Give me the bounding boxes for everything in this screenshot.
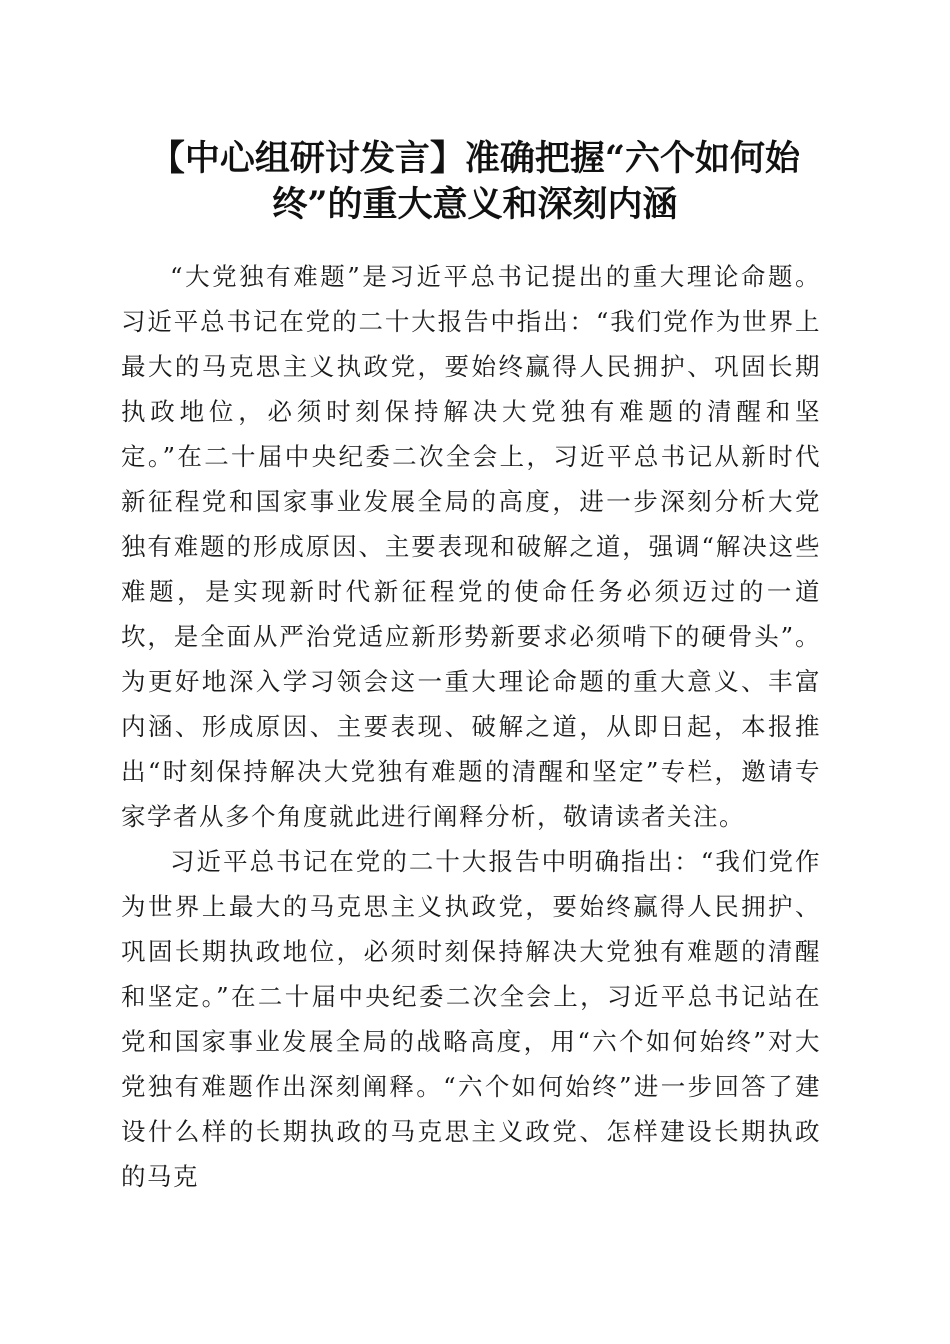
paragraph-1: “大党独有难题”是习近平总书记提出的重大理论命题。习近平总书记在党的二十大报告中指出：“我们党作为世界上最大的马克思主义执政党，要始终赢得人民拥护、巩固长期执政地位，必须时刻保持解决大党独有难题的清醒和坚定。”在二十届中央纪委二次全会上，习近平总书记从新时代新征程党和国家事业发展全局的高度，进一步深刻分析大党独有难题的形成原因、主要表现和破解之道，强调“解决这些难题，是实现新时代新征程党的使命任务必须迈过的一道坎，是全面从严治党适应新形势新要求必须啃下的硬骨头”。为更好地深入学习领会这一重大理论命题的重大意义、丰富内涵、形成原因、主要表现、破解之道，从即日起，本报推出“时刻保持解决大党独有难题的清醒和坚定”专栏，邀请专家学者从多个角度就此进行阐释分析，敬请读者关注。 (121, 262, 821, 831)
document-body (121, 254, 821, 1199)
title-line-2: 终”的重大意义和深刻内涵 (272, 184, 678, 225)
paragraph-2: 习近平总书记在党的二十大报告中明确指出：“我们党作为世界上最大的马克思主义执政党，要始终赢得人民拥护、巩固长期执政地位，必须时刻保持解决大党独有难题的清醒和坚定。”在二十届中央纪委二次全会上，习近平总书记站在党和国家事业发展全局的战略高度，用“六个如何始终”对大党独有难题作出深刻阐释。“六个如何始终”进一步回答了建设什么样的长期执政的马克思主义政党、怎样建设长期执政的马克 (121, 847, 821, 1191)
document-title (120, 136, 830, 228)
title-line-1: 【中心组研讨发言】准确把握“六个如何始 (149, 138, 801, 179)
